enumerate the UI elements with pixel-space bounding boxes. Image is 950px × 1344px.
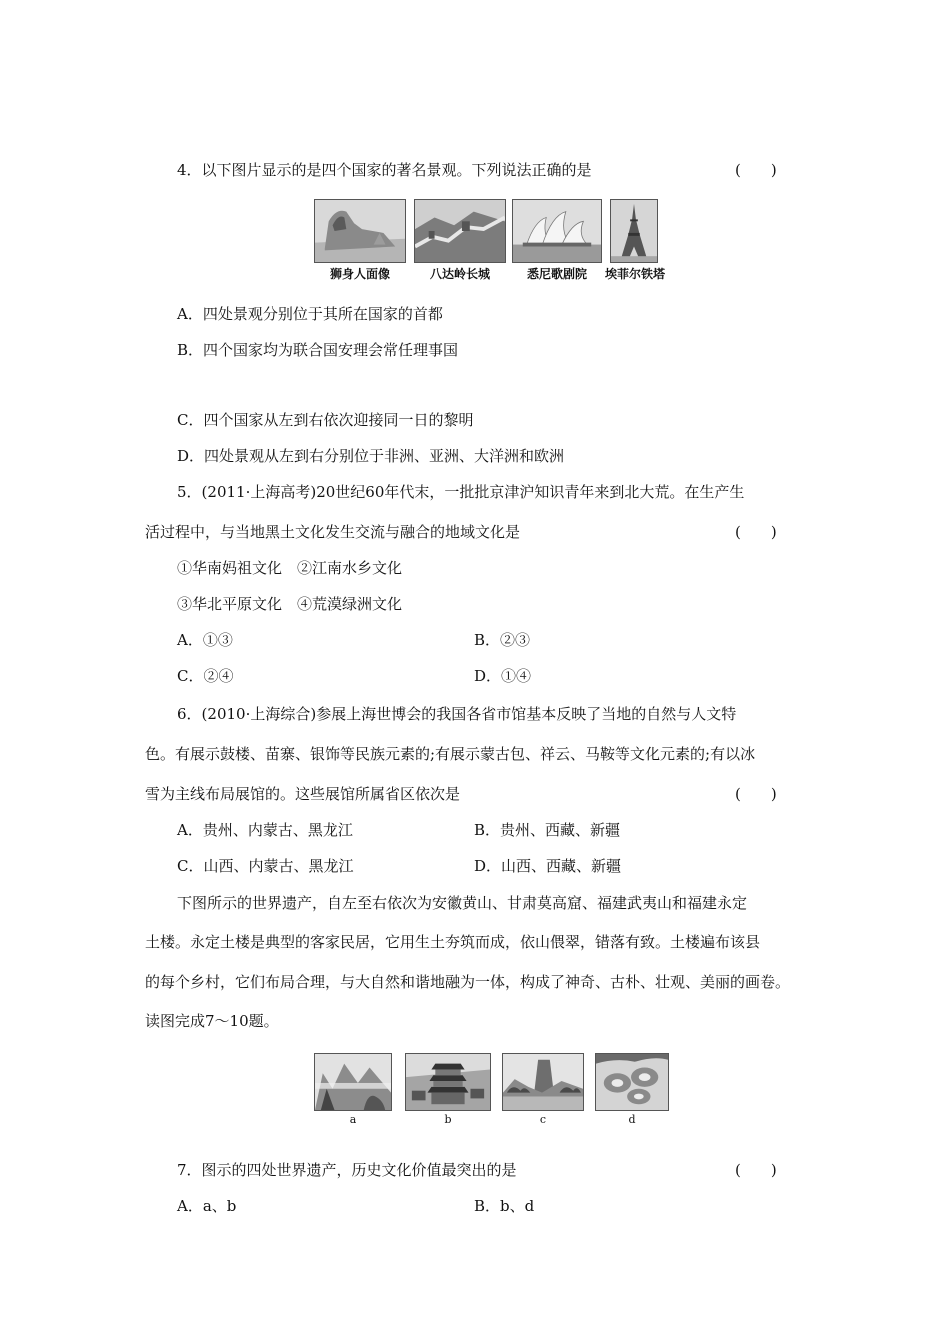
q7-option-b: B．b、d	[474, 1197, 535, 1215]
q4-option-d: D．四处景观从左到右分别位于非洲、亚洲、大洋洲和欧洲	[177, 447, 565, 465]
q6-answer-paren: ( )	[735, 785, 777, 803]
q5-stem-line2: 活过程中，与当地黑土文化发生交流与融合的地域文化是	[145, 523, 521, 541]
great-wall-photo	[414, 199, 506, 263]
q7-answer-paren: ( )	[735, 1161, 777, 1179]
q6-stem-line3: 雪为主线布局展馆的。这些展馆所属省区依次是	[145, 785, 461, 803]
q6-option-a: A．贵州、内蒙古、黑龙江	[177, 821, 353, 839]
caption-a: a	[349, 1113, 357, 1126]
caption-opera-house: 悉尼歌剧院	[526, 267, 587, 281]
tulou-photo	[595, 1053, 669, 1111]
q5-option-c: C．②④	[177, 667, 234, 685]
q6-stem-line2: 色。有展示鼓楼、苗寨、银饰等民族元素的;有展示蒙古包、祥云、马鞍等文化元素的;有以冰	[145, 745, 756, 763]
opera-house-photo	[512, 199, 602, 263]
q5-items-line2: ③华北平原文化 ④荒漠绿洲文化	[177, 595, 403, 613]
q4-option-b: B．四个国家均为联合国安理会常任理事国	[177, 341, 459, 359]
q5-answer-paren: ( )	[735, 523, 777, 541]
passage-line3: 的每个乡村，它们布局合理，与大自然和谐地融为一体，构成了神奇、古朴、壮观、美丽的画卷。	[145, 973, 791, 991]
caption-eiffel-tower: 埃菲尔铁塔	[604, 267, 665, 281]
q5-stem-line1: 5．(2011·上海高考)20世纪60年代末，一批批京津沪知识青年来到北大荒。在生产生	[177, 483, 745, 501]
caption-b: b	[444, 1113, 452, 1126]
q7-option-a: A．a、b	[177, 1197, 237, 1215]
passage-line4: 读图完成7～10题。	[145, 1012, 279, 1030]
q4-option-a: A．四处景观分别位于其所在国家的首都	[177, 305, 443, 323]
sphinx-photo	[314, 199, 406, 263]
q4-answer-paren: ( )	[735, 161, 777, 179]
q5-option-b: B．②③	[474, 631, 531, 649]
huangshan-photo	[314, 1053, 392, 1111]
eiffel-tower-photo	[610, 199, 658, 263]
q6-option-b: B．贵州、西藏、新疆	[474, 821, 621, 839]
passage-line1: 下图所示的世界遗产，自左至右依次为安徽黄山、甘肃莫高窟、福建武夷山和福建永定	[177, 894, 748, 912]
caption-sphinx: 狮身人面像	[329, 267, 390, 281]
q4-stem: 4．以下图片显示的是四个国家的著名景观。下列说法正确的是	[177, 161, 592, 179]
q5-option-d: D．①④	[474, 667, 532, 685]
caption-d: d	[628, 1113, 636, 1126]
q6-stem-line1: 6．(2010·上海综合)参展上海世博会的我国各省市馆基本反映了当地的自然与人文特	[177, 705, 737, 723]
wuyishan-photo	[502, 1053, 584, 1111]
q6-option-d: D．山西、西藏、新疆	[474, 857, 622, 875]
q4-option-c: C．四个国家从左到右依次迎接同一日的黎明	[177, 411, 474, 429]
q6-option-c: C．山西、内蒙古、黑龙江	[177, 857, 354, 875]
passage-line2: 土楼。永定土楼是典型的客家民居，它用生土夯筑而成，依山偎翠，错落有致。土楼遍布该县	[145, 933, 761, 951]
mogao-photo	[405, 1053, 491, 1111]
q5-option-a: A．①③	[177, 631, 233, 649]
q5-items-line1: ①华南妈祖文化 ②江南水乡文化	[177, 559, 403, 577]
caption-great-wall: 八达岭长城	[429, 267, 490, 281]
caption-c: c	[539, 1113, 547, 1126]
q7-stem: 7．图示的四处世界遗产，历史文化价值最突出的是	[177, 1161, 517, 1179]
